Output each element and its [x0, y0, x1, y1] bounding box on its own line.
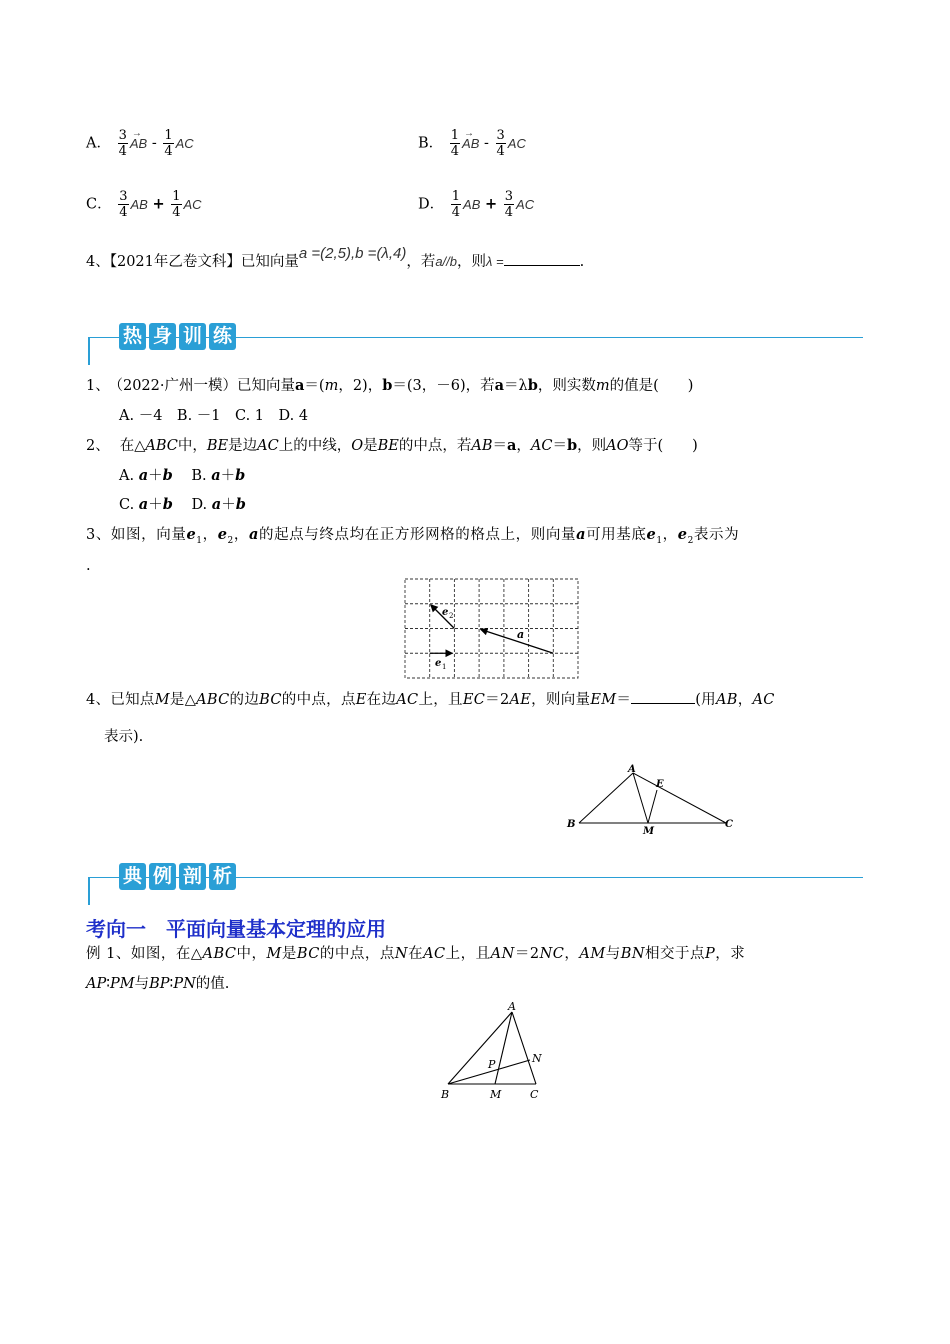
fraction: [118, 128, 128, 159]
question-text: ＝2: [514, 946, 540, 962]
vector-a: a: [211, 496, 222, 513]
question-text: ，求: [715, 946, 746, 962]
vector-ab: AB: [463, 196, 481, 212]
vector-b: b: [235, 467, 246, 484]
vector-a: a: [138, 496, 149, 513]
segment-bc: BC: [259, 692, 282, 708]
vector-ab: [129, 127, 148, 151]
question-text: ，: [516, 438, 531, 454]
vector-ac: AC: [507, 135, 526, 151]
label-a: a: [517, 628, 525, 641]
label-e2-subscript: 2: [449, 612, 454, 620]
question-text: 是边: [228, 438, 258, 454]
question-text: 是: [363, 438, 378, 454]
vector-ab: AB: [471, 438, 493, 454]
example-1-line-1: [86, 944, 745, 964]
example-1-line-2: [86, 974, 229, 994]
question-tail: 表示).: [104, 729, 144, 745]
question-text: ＝: [552, 438, 567, 454]
label-e1: e: [435, 658, 442, 669]
segment-pm: PM: [110, 976, 135, 992]
segment-be: BE: [206, 438, 229, 454]
vector-arrow-icon: →: [131, 127, 142, 139]
vector-ac: AC: [175, 135, 194, 151]
point-o: O: [351, 438, 364, 454]
option-label: B.: [191, 468, 207, 484]
fraction-denominator: 4: [451, 205, 461, 220]
option-d[interactable]: [191, 497, 245, 513]
vector-a: a: [138, 467, 149, 484]
label-b: B: [567, 819, 576, 830]
question-text: ＝(3，－6)，若: [392, 378, 495, 394]
question-text: ＝λ: [504, 378, 528, 394]
section-title-char: 典: [119, 863, 146, 890]
option-label: A．: [86, 135, 111, 152]
vector-e2: e: [677, 526, 688, 543]
question-text: 的中点，点: [281, 692, 356, 708]
segment-ac: AC: [396, 692, 419, 708]
question-text: 在: [408, 946, 424, 962]
option-c[interactable]: [119, 497, 173, 513]
label-e: E: [656, 779, 664, 790]
operator: ＋: [148, 468, 163, 484]
question-tail: .: [86, 558, 91, 574]
fraction-numerator: 3: [504, 189, 514, 204]
question-text: ，则向量: [531, 692, 591, 708]
question-number: 1、: [86, 378, 110, 394]
question-4-top: [86, 245, 585, 272]
warmup-question-2-options-row2: [119, 495, 246, 515]
section-title-char: 例: [149, 863, 176, 890]
label-e2: e: [442, 607, 449, 618]
triangle-abc: ABC: [145, 438, 178, 454]
topic-heading: 考向一 平面向量基本定理的应用: [86, 917, 386, 941]
question-text: 与: [134, 976, 150, 992]
vector-b: b: [235, 496, 246, 513]
section-title-char: 剖: [179, 863, 206, 890]
question-text: 的值.: [195, 976, 230, 992]
segment-an: AN: [490, 946, 515, 962]
question-text: 的边: [229, 692, 260, 708]
separator: ，: [662, 527, 678, 543]
question-text: ＝: [616, 692, 632, 708]
separator: ，: [202, 527, 218, 543]
option-label: D．: [418, 196, 445, 213]
grid-vector-figure: [404, 578, 580, 680]
question-text: 的值是( ): [609, 378, 694, 394]
point-m: M: [266, 946, 282, 962]
warmup-question-1: [86, 376, 693, 396]
label-m: M: [490, 1088, 502, 1101]
vector-e1: e: [646, 526, 657, 543]
vector-ab: AB: [130, 196, 148, 212]
question-text: 的中点，点: [319, 946, 395, 962]
segment-ba-line: [579, 773, 633, 823]
subscript: 2: [227, 535, 234, 546]
option-c[interactable]: [86, 189, 202, 220]
operator: ＋: [221, 497, 236, 513]
subscript: 1: [196, 535, 203, 546]
vector-b: b: [527, 377, 538, 394]
question-text: （2022·广州一模）已知向量: [115, 378, 295, 394]
vector-b: b: [162, 496, 173, 513]
subscript: 1: [656, 535, 663, 546]
vector-label: AB: [462, 135, 480, 151]
question-text: ，则实数: [537, 378, 596, 394]
section-corner: [88, 337, 98, 365]
question-text: 中，: [177, 438, 207, 454]
answer-blank[interactable]: [631, 703, 695, 704]
vector-em: EM: [590, 692, 617, 708]
fraction-numerator: 1: [172, 189, 181, 204]
vector-expression: a =(2,5),b =(λ,4): [298, 245, 407, 262]
section-title-char: 练: [209, 323, 236, 350]
segment-am-line: [495, 1012, 512, 1084]
vector-label: AB: [129, 135, 148, 151]
fraction-denominator: 4: [118, 144, 127, 159]
option-label: D.: [191, 497, 208, 513]
vector-ac: AC: [516, 196, 535, 212]
warmup-question-4: [86, 690, 775, 710]
segment-em-line: [648, 790, 657, 823]
section-title-examples: [119, 863, 236, 890]
label-a: A: [508, 1000, 516, 1013]
fraction-denominator: 4: [504, 205, 514, 220]
vector-a: a: [494, 377, 505, 394]
option-label: C.: [119, 497, 135, 513]
triangle-figure-aem: [562, 760, 742, 840]
section-title-char: 析: [209, 863, 236, 890]
fraction: [496, 128, 506, 159]
question-text: 是: [281, 946, 297, 962]
vector-a: a: [248, 526, 259, 543]
operator: +: [484, 195, 498, 213]
segment-am: AM: [579, 946, 606, 962]
option-d[interactable]: [418, 189, 534, 220]
label-c: C: [725, 819, 733, 830]
segment-ba-line: [448, 1012, 512, 1084]
fraction-denominator: 4: [164, 144, 173, 159]
answer-blank[interactable]: [504, 265, 580, 266]
vector-ao: AO: [606, 438, 629, 454]
operator: +: [152, 195, 165, 213]
label-m: M: [643, 826, 655, 837]
question-number: 2、: [86, 438, 110, 454]
fraction-denominator: 4: [450, 144, 460, 159]
question-text: 3、如图，向量: [86, 527, 187, 543]
point-n: N: [394, 946, 409, 962]
section-title-char: 身: [149, 323, 176, 350]
vector-ae: AE: [509, 692, 532, 708]
vector-ac: AC: [183, 196, 202, 212]
section-title-char: 训: [179, 323, 206, 350]
question-text: 在△: [119, 438, 146, 454]
question-text: 等于( ): [628, 438, 698, 454]
subscript: 2: [687, 535, 694, 546]
fraction-denominator: 4: [119, 205, 128, 220]
variable-m: m: [595, 378, 610, 394]
point-m: M: [154, 692, 170, 708]
operator: -: [484, 135, 489, 152]
section-title-char: 热: [119, 323, 146, 350]
question-text: 4、已知点: [86, 692, 155, 708]
fraction: [450, 128, 460, 159]
fraction-denominator: 4: [496, 144, 505, 159]
separator: ，: [233, 527, 249, 543]
option-label: C．: [86, 196, 112, 213]
label-n: N: [532, 1052, 542, 1065]
parallel-expression: a//b: [435, 254, 458, 269]
fraction: [451, 189, 461, 220]
question-text: .: [579, 254, 585, 270]
question-text: 相交于点: [645, 946, 706, 962]
vector-b: b: [566, 437, 578, 454]
segment-ac-line: [512, 1012, 536, 1084]
lambda-expression: λ =: [486, 254, 504, 269]
question-text: ＝2: [485, 692, 510, 708]
question-text: 与: [605, 946, 621, 962]
warmup-question-2-options-row1: [119, 466, 245, 486]
question-text: 的起点与终点均在正方形网格的格点上，则向量: [258, 527, 577, 543]
question-text: ，若: [406, 254, 436, 270]
question-text: ，则: [457, 254, 487, 270]
vector-e2: e: [217, 526, 228, 543]
fraction-numerator: 1: [451, 189, 461, 204]
label-e1-subscript: 1: [442, 663, 447, 671]
question-text: (用: [695, 692, 716, 708]
section-corner: [88, 877, 98, 905]
ratio-sign: ∶: [169, 976, 174, 992]
triangle-figure-apn: [436, 998, 548, 1102]
question-text: ，2)，: [338, 378, 383, 394]
segment-bn: BN: [620, 946, 646, 962]
fraction-numerator: 1: [450, 128, 460, 143]
question-text: 上，且: [445, 946, 491, 962]
segment-ap: AP: [86, 976, 107, 992]
triangle-abc: ABC: [196, 692, 230, 708]
question-text: 可用基底: [586, 527, 647, 543]
fraction: [163, 128, 173, 159]
fraction-numerator: 3: [496, 128, 505, 143]
question-text: 表示为: [693, 527, 740, 543]
segment-nc: NC: [539, 946, 565, 962]
vector-ec: EC: [462, 692, 486, 708]
question-text: 中，: [236, 946, 267, 962]
fraction-denominator: 4: [172, 205, 181, 220]
segment-ac: AC: [257, 438, 279, 454]
variable-m: m: [324, 378, 339, 394]
label-b: B: [441, 1088, 450, 1101]
question-text: ＝(: [304, 378, 325, 394]
question-text: ＝: [492, 438, 507, 454]
option-label: A.: [119, 468, 135, 484]
question-text: ，: [737, 692, 753, 708]
point-p: P: [705, 946, 716, 962]
segment-pn: PN: [173, 976, 196, 992]
label-a: A: [628, 764, 636, 775]
label-p: P: [488, 1058, 496, 1071]
fraction-numerator: 1: [164, 128, 173, 143]
option-a[interactable]: [119, 468, 173, 484]
question-text: ，: [564, 946, 580, 962]
fraction-numerator: 3: [119, 189, 128, 204]
fraction: [118, 189, 128, 220]
option-label: B．: [418, 135, 444, 152]
operator: ＋: [148, 497, 163, 513]
fraction: [504, 189, 514, 220]
fraction-numerator: 3: [118, 128, 127, 143]
vector-ac: AC: [530, 438, 553, 454]
ratio-sign: ∶: [106, 976, 111, 992]
operator: ＋: [220, 468, 236, 484]
question-text: 是△: [169, 692, 197, 708]
grid-lines: [405, 579, 578, 678]
segment-bc: BC: [296, 946, 320, 962]
section-title-warmup: [119, 323, 236, 350]
segment-be: BE: [377, 438, 399, 454]
question-text: 例 1、如图，在△: [86, 946, 203, 962]
warmup-question-1-options[interactable]: A. －4 B. －1 C. 1 D. 4: [119, 408, 309, 424]
question-text: 上的中线，: [278, 438, 352, 454]
warmup-question-3: [86, 525, 739, 551]
option-b[interactable]: [191, 468, 245, 484]
operator: -: [151, 135, 157, 152]
warmup-question-2: [86, 436, 698, 456]
vector-ac: AC: [752, 692, 775, 708]
question-text: ，则: [577, 438, 607, 454]
vector-b: b: [382, 377, 393, 394]
segment-bp: BP: [149, 976, 170, 992]
vector-e1: e: [186, 526, 197, 543]
question-text: 在边: [366, 692, 397, 708]
vector-a: a: [295, 377, 305, 394]
question-text: 的中点，若: [398, 438, 472, 454]
point-e: E: [355, 692, 367, 708]
label-c: C: [530, 1088, 539, 1101]
question-text: 4、【2021年乙卷文科】已知向量: [86, 254, 299, 270]
vector-ab: [462, 127, 480, 151]
vector-a: a: [576, 526, 587, 543]
option-b[interactable]: [418, 128, 526, 159]
vector-b: b: [162, 467, 173, 484]
vector-arrow-icon: →: [464, 127, 475, 139]
segment-ac-line: [633, 773, 726, 823]
fraction: [171, 189, 181, 220]
vector-a: a: [507, 437, 517, 454]
vector-a: a: [211, 467, 221, 484]
question-text: 上，且: [418, 692, 463, 708]
segment-am-line: [633, 773, 648, 823]
vector-ab: AB: [715, 692, 738, 708]
triangle-abc: ABC: [202, 946, 237, 962]
segment-ac: AC: [423, 946, 446, 962]
option-a[interactable]: [86, 128, 194, 159]
